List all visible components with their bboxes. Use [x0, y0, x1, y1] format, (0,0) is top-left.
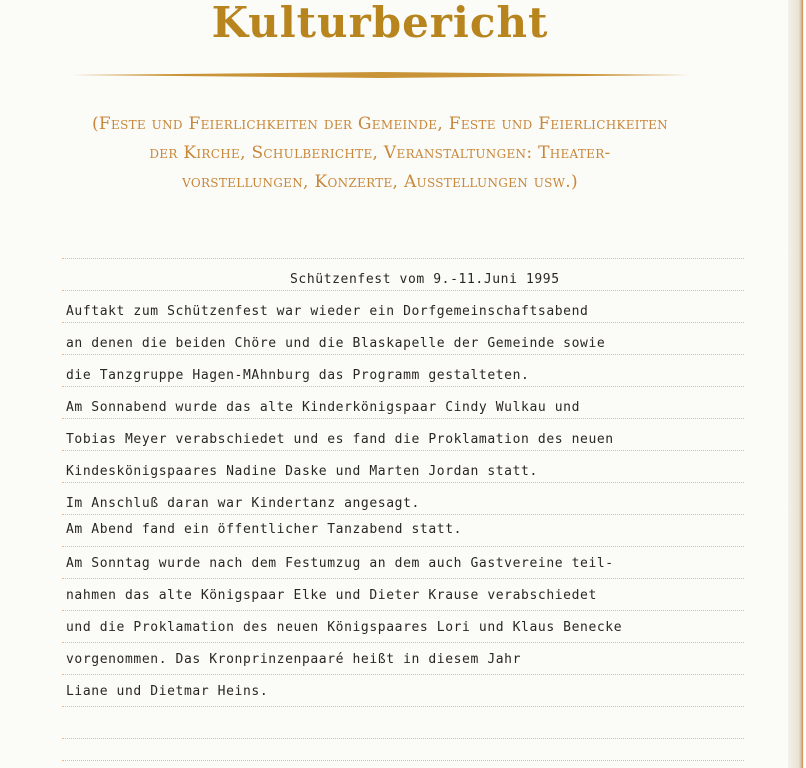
ruled-line — [62, 482, 744, 483]
ruled-line — [62, 610, 744, 611]
ruled-line — [62, 258, 744, 259]
report-line: Im Anschluß daran war Kindertanz angesagt. — [66, 496, 420, 511]
page-title: Kulturbericht — [211, 0, 549, 47]
ruled-line — [62, 514, 744, 515]
ruled-line — [62, 706, 744, 707]
ruled-line — [62, 674, 744, 675]
ruled-line — [62, 578, 744, 579]
ruled-line — [62, 642, 744, 643]
report-line: und die Proklamation des neuen Königspaares Lori und Klaus Benecke — [66, 620, 623, 635]
ruled-line — [62, 760, 744, 761]
report-line: Tobias Meyer verabschiedet und es fand die Proklamation des neuen — [66, 432, 614, 447]
report-line: Am Sonnabend wurde das alte Kinderkönigspaar Cindy Wulkau und — [66, 400, 581, 415]
report-line: Liane und Dietmar Heins. — [66, 684, 269, 699]
ruled-line — [62, 418, 744, 419]
ruled-line — [62, 354, 744, 355]
report-line: nahmen das alte Königspaar Elke und Dieter Krause verabschiedet — [66, 588, 597, 603]
subtitle-line: vorstellungen, Konzerte, Ausstellungen usw.) — [182, 172, 578, 192]
report-line: Am Abend fand ein öffentlicher Tanzabend statt. — [66, 522, 463, 537]
subtitle-line: der Kirche, Schulberichte, Veranstaltungen: Theater- — [149, 143, 611, 163]
report-line: vorgenommen. Das Kronprinzenpaaré heißt in diesem Jahr — [66, 652, 522, 667]
report-line: Am Sonntag wurde nach dem Festumzug an dem auch Gastvereine teil- — [66, 556, 614, 571]
ruled-line — [62, 738, 744, 739]
report-heading: Schützenfest vom 9.-11.Juni 1995 — [290, 272, 560, 287]
report-line: an denen die beiden Chöre und die Blaskapelle der Gemeinde sowie — [66, 336, 606, 351]
subtitle-line: (Feste und Feierlichkeiten der Gemeinde, Feste und Feierlichkeiten — [92, 114, 668, 134]
ruled-line — [62, 290, 744, 291]
ruled-line — [62, 386, 744, 387]
report-line: die Tanzgruppe Hagen-MAhnburg das Programm gestalteten. — [66, 368, 530, 383]
page-edge — [788, 0, 806, 768]
report-line: Kindeskönigspaares Nadine Daske und Marten Jordan statt. — [66, 464, 538, 479]
ruled-line — [62, 546, 744, 547]
report-line: Auftakt zum Schützenfest war wieder ein Dorfgemeinschaftsabend — [66, 304, 589, 319]
ruled-line — [62, 450, 744, 451]
ruled-line — [62, 322, 744, 323]
